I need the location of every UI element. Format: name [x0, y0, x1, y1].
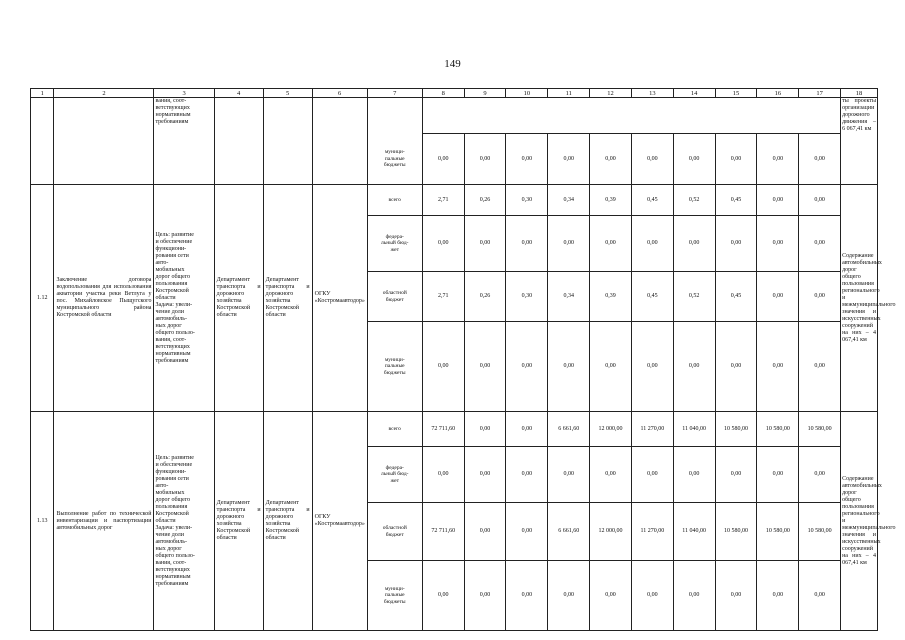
value-cell: 0,00 [548, 134, 590, 185]
value-cell: 0,00 [464, 561, 506, 631]
column-header: 2 [54, 89, 154, 98]
value-cell: 0,00 [715, 447, 757, 503]
value-cell: 72 711,60 [422, 412, 464, 447]
goal-cell: Цель: развитие и обеспечение функциони- рования сети авто- мобильных дорог общего пользования Костромской области Задача: увели- чение доли автомобиль- ных дорог общего пользо- вания, соот- ветствующих нормативным требованиям [154, 185, 214, 412]
column-header: 11 [548, 89, 590, 98]
row-index: 1.12 [31, 185, 54, 412]
value-cell: 0,00 [715, 322, 757, 412]
funding-source-label: областной бюджет [367, 272, 422, 322]
value-cell: 0,00 [464, 134, 506, 185]
value-cell: 0,00 [799, 216, 841, 272]
column-header: 3 [154, 89, 214, 98]
value-cell: 0,00 [715, 216, 757, 272]
value-cell: 0,00 [464, 447, 506, 503]
value-cell: 0,00 [757, 447, 799, 503]
value-cell: 10 580,00 [757, 412, 799, 447]
result-cell: Содержание автомобильных дорог общего пользования регионального и межмуниципального значения и искусственных сооружений на них – 4 067,41 км [841, 412, 878, 631]
value-cell: 0,26 [464, 185, 506, 216]
value-cell: 0,00 [673, 134, 715, 185]
value-cell: 0,00 [506, 134, 548, 185]
value-cell: 0,00 [757, 322, 799, 412]
value-cell: 0,45 [631, 185, 673, 216]
value-cell: 2,71 [422, 185, 464, 216]
value-cell: 0,00 [631, 216, 673, 272]
event-cell: Заключение договора водопользования для использования акватории участка реки Ветлуга у пос. Михайловское Пыщугского муниципального района Костромской области [54, 185, 154, 412]
value-cell: 0,00 [673, 216, 715, 272]
column-header: 9 [464, 89, 506, 98]
column-header: 8 [422, 89, 464, 98]
column-header: 10 [506, 89, 548, 98]
value-cell: 0,52 [673, 185, 715, 216]
value-cell: 2,71 [422, 272, 464, 322]
value-cell: 12 000,00 [590, 503, 632, 561]
column-header: 14 [673, 89, 715, 98]
value-cell: 0,00 [464, 216, 506, 272]
result-cell: ты проекты организации дорожного движения – 6 067,41 км [841, 98, 878, 185]
value-cell: 0,00 [506, 503, 548, 561]
participant-cell: ОГКУ «Костромаавтодор» [312, 185, 367, 412]
value-cell: 0,00 [506, 447, 548, 503]
value-cell: 0,00 [464, 322, 506, 412]
value-cell: 0,00 [757, 272, 799, 322]
value-cell: 0,45 [715, 272, 757, 322]
value-cell: 0,00 [799, 447, 841, 503]
value-cell: 0,00 [673, 322, 715, 412]
funding-source-label: муници- пальные бюджеты [367, 322, 422, 412]
value-cell: 0,00 [590, 561, 632, 631]
value-cell: 0,00 [506, 412, 548, 447]
value-cell: 0,00 [422, 216, 464, 272]
value-cell: 0,00 [422, 322, 464, 412]
value-cell: 0,00 [548, 322, 590, 412]
page-number: 149 [444, 58, 461, 70]
value-cell: 0,00 [631, 322, 673, 412]
value-cell: 0,00 [715, 561, 757, 631]
funding-source-label: федера- льный бюд- жет [367, 447, 422, 503]
value-cell: 10 580,00 [799, 503, 841, 561]
value-cell: 0,39 [590, 272, 632, 322]
value-cell: 0,00 [548, 216, 590, 272]
value-cell: 72 711,60 [422, 503, 464, 561]
value-cell: 0,00 [631, 134, 673, 185]
value-cell: 0,00 [757, 185, 799, 216]
value-cell: 0,00 [590, 322, 632, 412]
value-cell: 0,00 [464, 412, 506, 447]
value-cell: 0,34 [548, 185, 590, 216]
value-cell: 10 580,00 [715, 503, 757, 561]
participant-cell: ОГКУ «Костромаавтодор» [312, 412, 367, 631]
column-header: 4 [214, 89, 263, 98]
value-cell: 0,00 [799, 561, 841, 631]
value-cell: 6 661,60 [548, 503, 590, 561]
goal-cell: вания, соот- ветствующих нормативным требованиям [154, 98, 214, 185]
value-cell: 0,00 [673, 561, 715, 631]
value-cell: 10 580,00 [799, 412, 841, 447]
value-cell: 0,00 [422, 561, 464, 631]
value-cell: 0,00 [422, 447, 464, 503]
value-cell: 0,00 [757, 134, 799, 185]
value-cell: 0,00 [799, 322, 841, 412]
value-cell: 0,00 [757, 216, 799, 272]
measure-row [31, 412, 878, 447]
value-cell: 0,30 [506, 185, 548, 216]
event-cell: Выполнение работ по технической инвентаризации и паспортизации автомобильных дорог [54, 412, 154, 631]
value-cell: 0,00 [590, 447, 632, 503]
value-cell: 0,45 [631, 272, 673, 322]
value-cell: 0,00 [799, 272, 841, 322]
coexecutor-cell: Департамент транспорта и дорожного хозяйства Костромской области [263, 185, 312, 412]
funding-source-label: муници- пальные бюджеты [367, 134, 422, 185]
funding-source-label: всего [367, 412, 422, 447]
funding-source-label: всего [367, 185, 422, 216]
row-index: 1.13 [31, 412, 54, 631]
column-header: 13 [631, 89, 673, 98]
program-table [30, 88, 896, 631]
value-cell: 0,26 [464, 272, 506, 322]
column-header: 18 [841, 89, 878, 98]
value-cell: 0,00 [799, 185, 841, 216]
value-cell: 6 661,60 [548, 412, 590, 447]
executor-cell: Департамент транспорта и дорожного хозяйства Костромской области [214, 185, 263, 412]
funding-source-label: федера- льный бюд- жет [367, 216, 422, 272]
value-cell: 0,00 [799, 134, 841, 185]
value-cell: 0,52 [673, 272, 715, 322]
column-header: 7 [367, 89, 422, 98]
value-cell: 0,00 [506, 561, 548, 631]
value-cell: 11 270,00 [631, 412, 673, 447]
column-header: 16 [757, 89, 799, 98]
goal-cell: Цель: развитие и обеспечение функциони- рования сети авто- мобильных дорог общего пользования Костромской области Задача: увели- чение доли автомобиль- ных дорог общего пользо- вания, соот- ветствующих нормативным требованиям [154, 412, 214, 631]
funding-source-label: областной бюджет [367, 503, 422, 561]
value-cell: 0,00 [631, 561, 673, 631]
value-cell: 0,00 [673, 447, 715, 503]
measure-row [31, 185, 878, 216]
value-cell: 0,00 [506, 322, 548, 412]
value-cell: 0,00 [548, 447, 590, 503]
column-header: 1 [31, 89, 54, 98]
value-cell: 0,00 [548, 561, 590, 631]
value-cell: 12 000,00 [590, 412, 632, 447]
continued-row [31, 98, 878, 134]
column-header: 17 [799, 89, 841, 98]
column-header: 15 [715, 89, 757, 98]
value-cell: 10 580,00 [757, 503, 799, 561]
value-cell: 11 270,00 [631, 503, 673, 561]
column-header: 12 [590, 89, 632, 98]
value-cell: 0,00 [422, 134, 464, 185]
value-cell: 0,00 [590, 216, 632, 272]
value-cell: 0,39 [590, 185, 632, 216]
value-cell: 0,34 [548, 272, 590, 322]
value-cell: 0,00 [715, 134, 757, 185]
value-cell: 0,00 [506, 216, 548, 272]
value-cell: 0,45 [715, 185, 757, 216]
value-cell: 11 040,00 [673, 412, 715, 447]
value-cell: 0,00 [757, 561, 799, 631]
funding-source-label: муници- пальные бюджеты [367, 561, 422, 631]
value-cell: 10 580,00 [715, 412, 757, 447]
value-cell: 0,00 [631, 447, 673, 503]
column-header: 6 [312, 89, 367, 98]
coexecutor-cell: Департамент транспорта и дорожного хозяйства Костромской области [263, 412, 312, 631]
value-cell: 11 040,00 [673, 503, 715, 561]
value-cell: 0,30 [506, 272, 548, 322]
result-cell: Содержание автомобильных дорог общего пользования регионального и межмуниципального значения и искусственных сооружений на них – 4 067,41 км [841, 185, 878, 412]
header-row [31, 89, 878, 98]
value-cell: 0,00 [464, 503, 506, 561]
column-header: 5 [263, 89, 312, 98]
value-cell: 0,00 [590, 134, 632, 185]
executor-cell: Департамент транспорта и дорожного хозяйства Костромской области [214, 412, 263, 631]
